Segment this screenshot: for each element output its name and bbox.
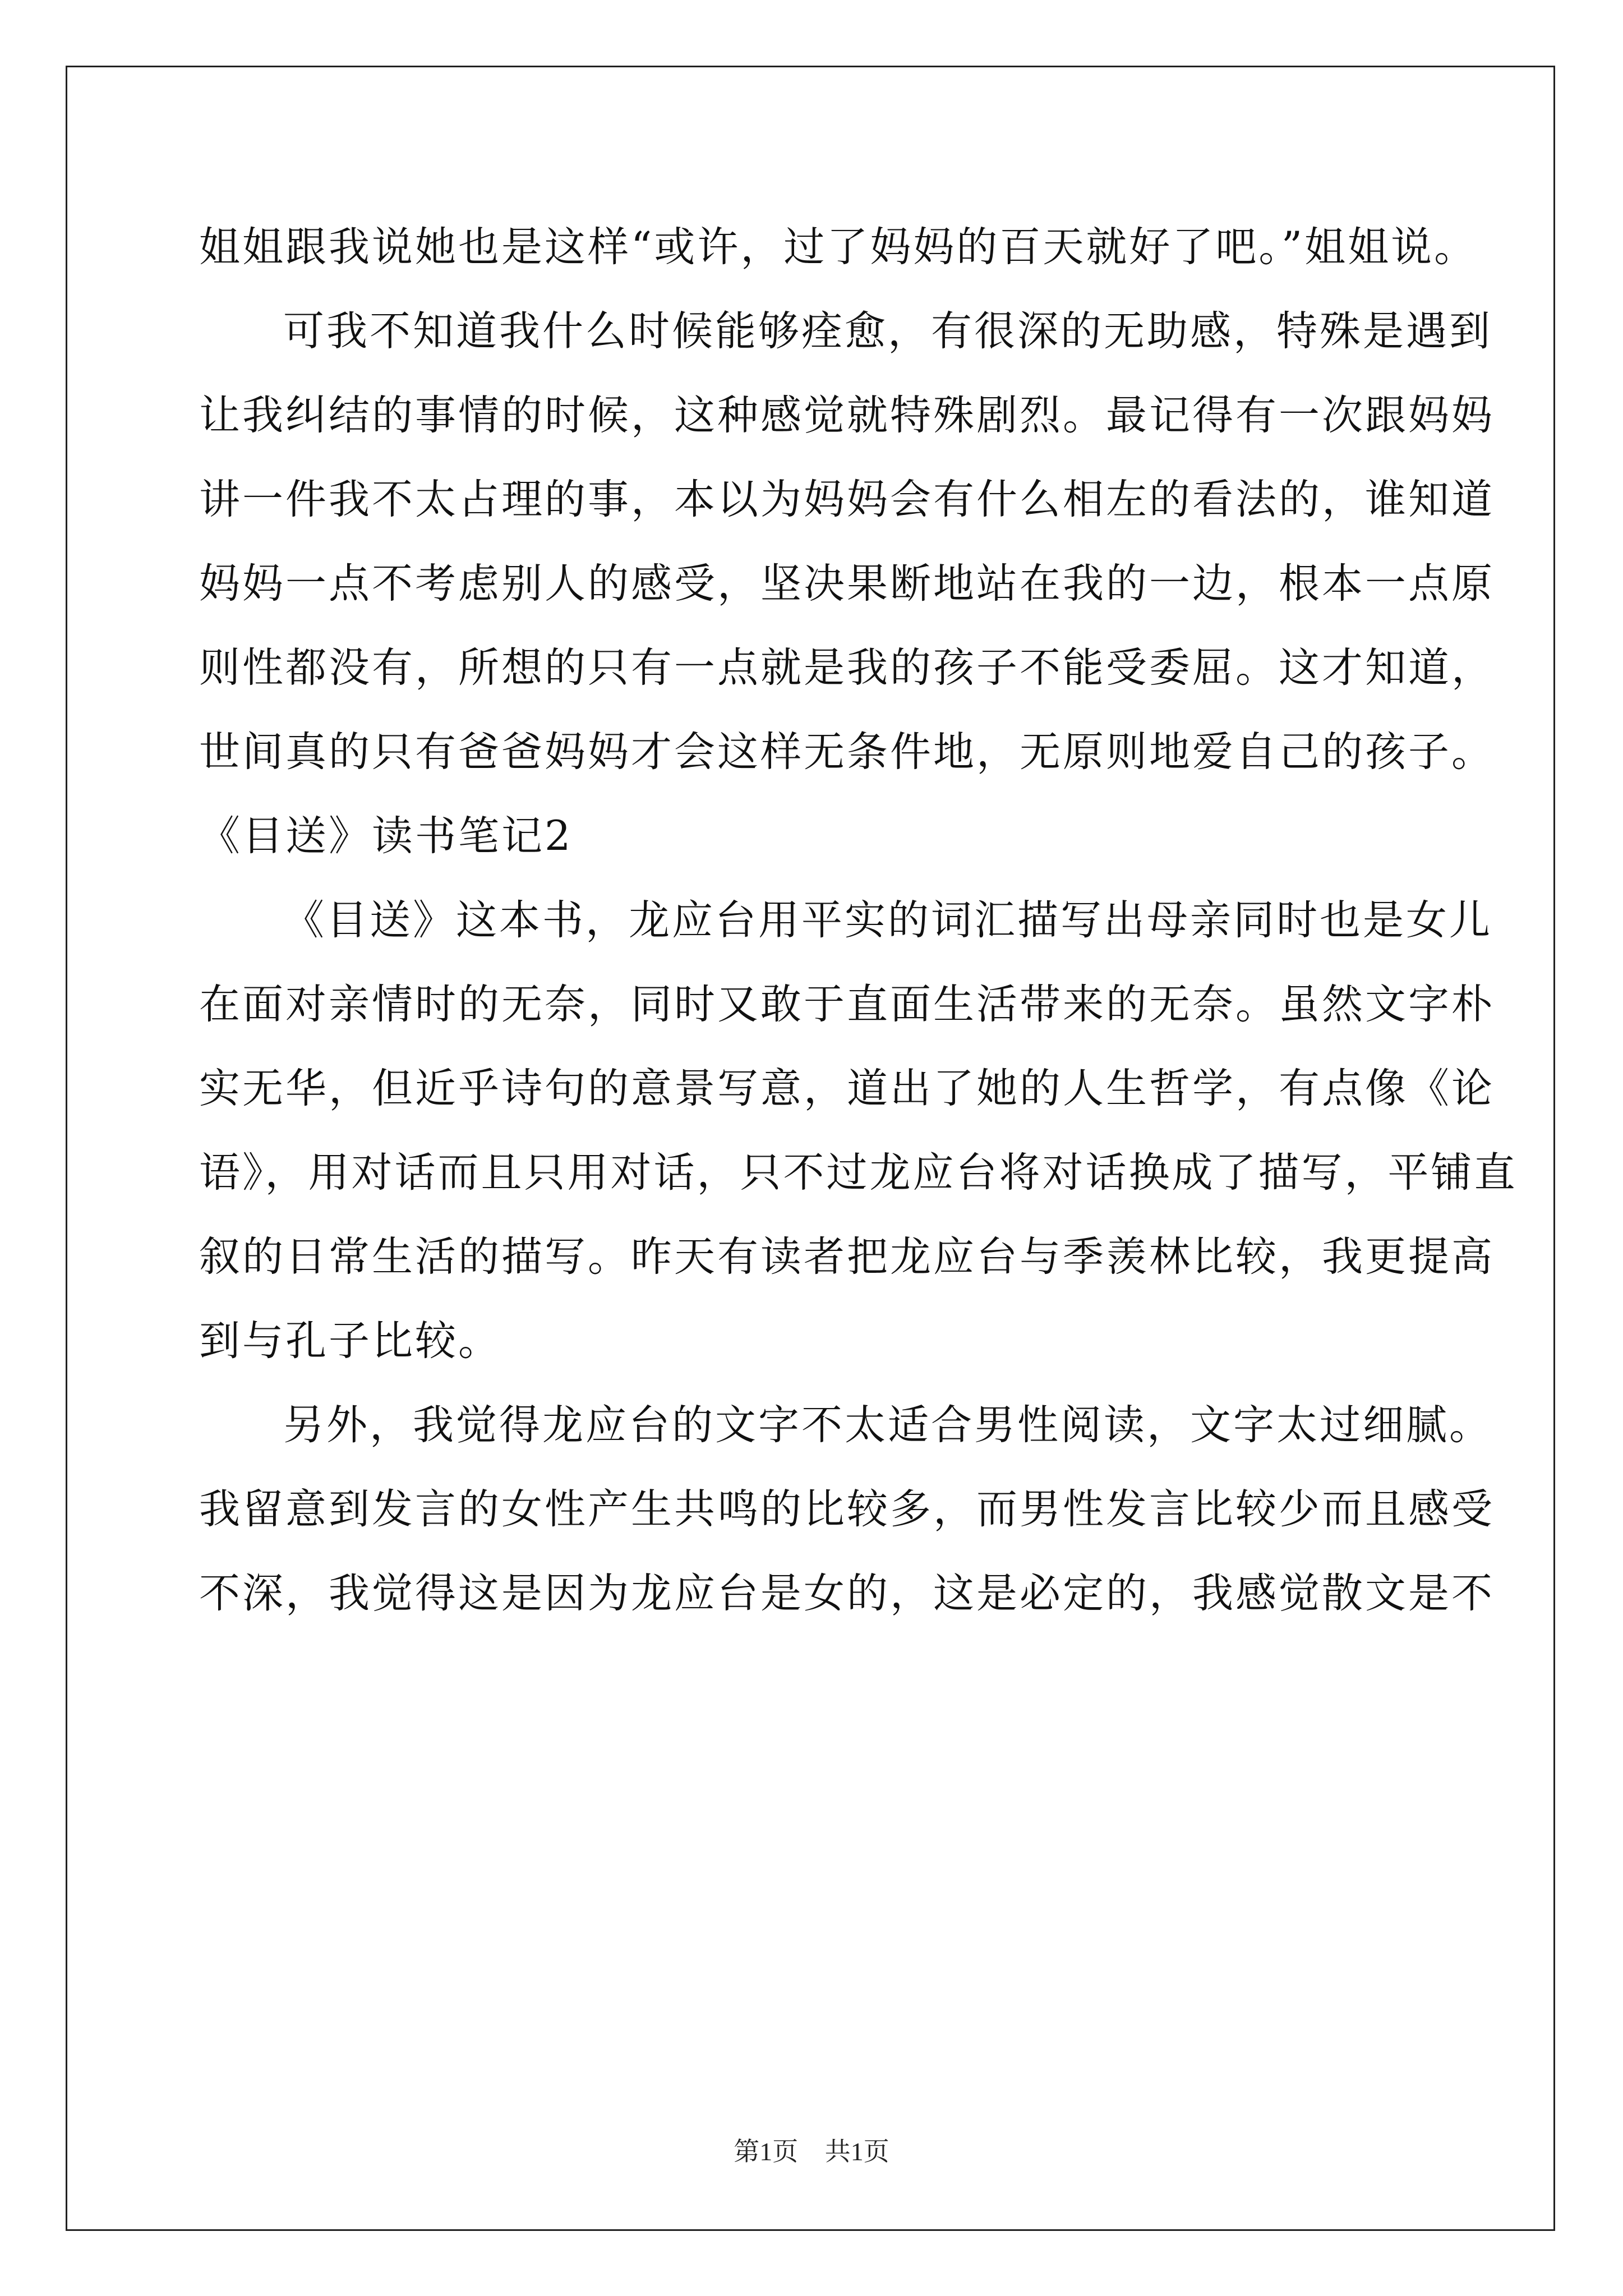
text-line: 到与孔子比较。 (199, 1317, 501, 1365)
text-line: 不深，我觉得这是因为龙应台是女的，这是必定的，我感觉散文是不 (199, 1570, 1495, 1617)
text-line: 则性都没有，所想的只有一点就是我的孩子不能受委屈。这才知道， (199, 644, 1495, 692)
text-line: 《目送》这本书，龙应台用平实的词汇描写出母亲同时也是女儿 (283, 896, 1492, 944)
text-line: 讲一件我不太占理的事，本以为妈妈会有什么相左的看法的，谁知道 (199, 476, 1495, 523)
text-line: 妈妈一点不考虑别人的感受，坚决果断地站在我的一边，根本一点原 (199, 560, 1495, 608)
text-line: 世间真的只有爸爸妈妈才会这样无条件地，无原则地爱自己的孩子。 (199, 728, 1495, 776)
text-line: 另外，我觉得龙应台的文字不太适合男性阅读，文字太过细腻。 (283, 1401, 1492, 1449)
text-line: 让我纠结的事情的时候，这种感觉就特殊剧烈。最记得有一次跟妈妈 (199, 392, 1495, 439)
page-total: 共1页 (824, 2137, 889, 2166)
text-line: 在面对亲情时的无奈，同时又敢于直面生活带来的无奈。虽然文字朴 (199, 981, 1495, 1028)
text-line: 叙的日常生活的描写。昨天有读者把龙应台与季羡林比较，我更提高 (199, 1233, 1495, 1281)
section-heading: 《目送》读书笔记2 (199, 812, 573, 860)
page-footer (0, 2136, 1623, 2168)
text-line: 可我不知道我什么时候能够痊愈，有很深的无助感，特殊是遇到 (283, 307, 1492, 355)
text-line: 我留意到发言的女性产生共鸣的比较多，而男性发言比较少而且感受 (199, 1485, 1495, 1533)
text-line: 实无华，但近乎诗句的意景写意，道出了她的人生哲学，有点像《论 (199, 1065, 1495, 1112)
page-number: 第1页 (734, 2137, 799, 2166)
text-line: 姐姐跟我说她也是这样“或许，过了妈妈的百天就好了吧。”姐姐说。 (199, 223, 1478, 271)
text-line: 语》，用对话而且只用对话，只不过龙应台将对话换成了描写，平铺直 (199, 1149, 1518, 1197)
